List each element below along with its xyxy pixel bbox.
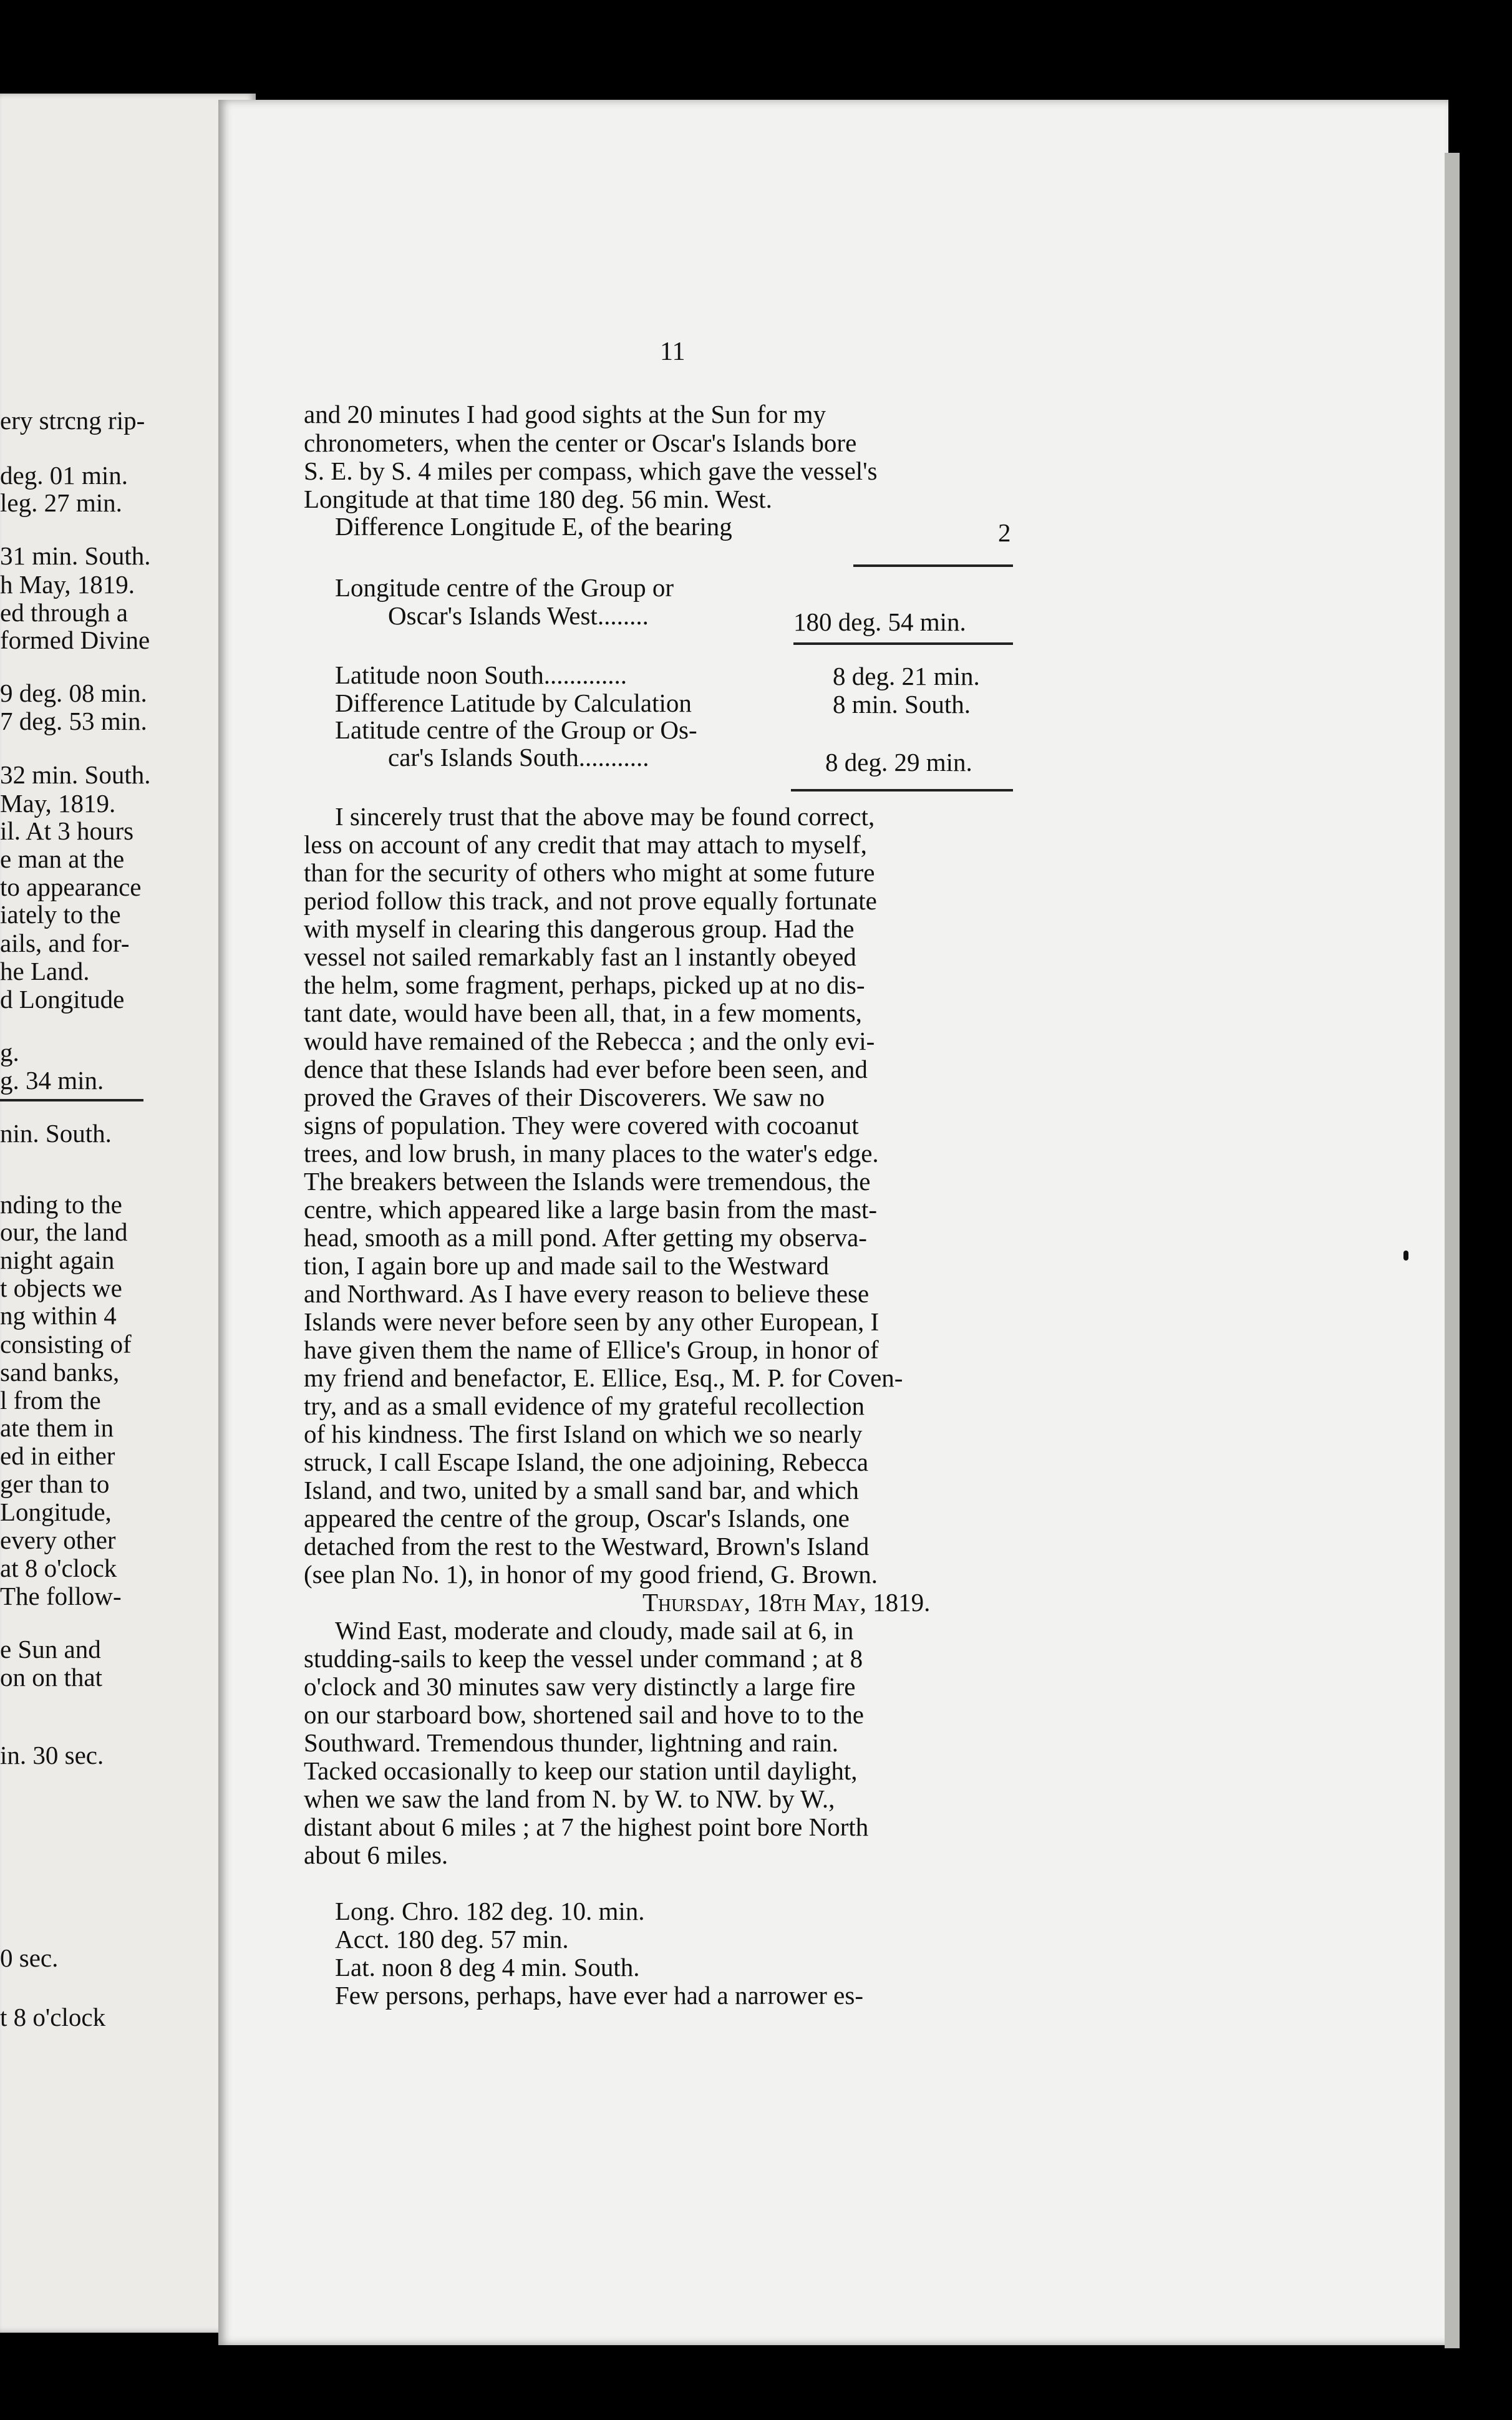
latitude-centre-line2: car's Islands South........... — [388, 743, 649, 772]
body-line: try, and as a small evidence of my grateful recollection — [304, 1392, 865, 1420]
body-line: centre, which appeared like a large basin from the mast- — [304, 1195, 878, 1224]
longitude-centre-value: 180 deg. 54 min. — [793, 607, 966, 636]
left-text-line: 7 deg. 53 min. — [0, 707, 147, 735]
left-text-line: h May, 1819. — [0, 570, 135, 599]
body-line: Few persons, perhaps, have ever had a narrower es- — [335, 1981, 863, 2010]
left-text-line: leg. 27 min. — [0, 488, 122, 517]
left-text-line: 0 sec. — [0, 1943, 59, 1972]
sum-rule — [793, 642, 1013, 645]
left-text-line: t 8 o'clock — [0, 2003, 106, 2031]
left-text-line: consisting of — [0, 1330, 132, 1358]
date-heading: Thursday, 18th May, 1819. — [642, 1588, 931, 1617]
body-line: Southward. Tremendous thunder, lightning and rain. — [304, 1728, 839, 1757]
sum-rule — [791, 789, 1013, 791]
left-text-line: iately to the — [0, 900, 121, 929]
body-line: Tacked occasionally to keep our station until daylight, — [304, 1756, 858, 1785]
body-line: Wind East, moderate and cloudy, made sail at 6, in — [335, 1616, 854, 1645]
ink-speck — [1403, 1251, 1408, 1261]
body-line: trees, and low brush, in many places to the water's edge. — [304, 1139, 879, 1168]
body-line: (see plan No. 1), in honor of my good friend, G. Brown. — [304, 1560, 878, 1589]
body-line: signs of population. They were covered with cocoanut — [304, 1111, 859, 1140]
body-line: have given them the name of Ellice's Group, in honor of — [304, 1335, 879, 1364]
account-longitude: Acct. 180 deg. 57 min. — [335, 1925, 569, 1953]
diff-longitude-label: Difference Longitude E, of the bearing — [335, 512, 732, 541]
latitude-centre-line1: Latitude centre of the Group or Os- — [335, 715, 697, 744]
left-rule — [0, 1099, 143, 1101]
body-line: my friend and benefactor, E. Ellice, Esq., M. P. for Coven- — [304, 1363, 903, 1392]
latitude-noon: Lat. noon 8 deg 4 min. South. — [335, 1953, 640, 1982]
left-text-line: nin. South. — [0, 1119, 112, 1148]
body-line: proved the Graves of their Discoverers. We saw no — [304, 1083, 825, 1111]
body-line: detached from the rest to the Westward, Brown's Island — [304, 1532, 870, 1561]
left-text-line: night again — [0, 1246, 115, 1274]
body-line: and 20 minutes I had good sights at the Sun for my — [304, 400, 826, 428]
left-text-line: sand banks, — [0, 1358, 120, 1387]
body-line: Island, and two, united by a small sand bar, and which — [304, 1476, 859, 1504]
body-line: I sincerely trust that the above may be found correct, — [335, 802, 875, 831]
left-text-line: t objects we — [0, 1274, 122, 1302]
latitude-centre-value: 8 deg. 29 min. — [825, 748, 972, 777]
left-text-line: d Longitude — [0, 985, 125, 1014]
left-text-line: g. 34 min. — [0, 1066, 104, 1095]
body-line: chronometers, when the center or Oscar's Islands bore — [304, 428, 857, 457]
left-text-line: ails, and for- — [0, 929, 130, 957]
left-text-line: e man at the — [0, 845, 125, 873]
diff-latitude-value: 8 min. South. — [833, 690, 971, 719]
left-text-line: The follow- — [0, 1582, 122, 1610]
left-text-line: on on that — [0, 1663, 102, 1692]
body-line: about 6 miles. — [304, 1841, 448, 1869]
body-line: and Northward. As I have every reason to believe these — [304, 1279, 870, 1308]
page-edge — [1445, 153, 1460, 2348]
body-line: The breakers between the Islands were tremendous, the — [304, 1167, 871, 1196]
body-line: less on account of any credit that may attach to myself, — [304, 830, 867, 859]
left-text-line: to appearance — [0, 873, 142, 901]
left-text-line: Longitude, — [0, 1498, 112, 1526]
left-facing-page — [0, 94, 256, 2333]
body-line: appeared the centre of the group, Oscar's Islands, one — [304, 1504, 850, 1532]
body-line: Islands were never before seen by any other European, I — [304, 1307, 880, 1336]
body-line: tant date, would have been all, that, in a few moments, — [304, 999, 862, 1027]
left-text-line: he Land. — [0, 957, 90, 985]
body-line: than for the security of others who might at some future — [304, 858, 875, 887]
diff-longitude-value: 2 — [998, 518, 1011, 547]
body-line: o'clock and 30 minutes saw very distinctly a large fire — [304, 1672, 856, 1701]
left-text-line: ger than to — [0, 1469, 110, 1498]
body-line: when we saw the land from N. by W. to NW. by W., — [304, 1784, 835, 1813]
body-line: with myself in clearing this dangerous group. Had the — [304, 914, 855, 943]
body-line: would have remained of the Rebecca ; and the only evi- — [304, 1027, 875, 1055]
left-text-line: e Sun and — [0, 1635, 101, 1663]
longitude-centre-line1: Longitude centre of the Group or — [335, 573, 674, 602]
left-text-line: 32 min. South. — [0, 760, 151, 789]
left-text-line: 9 deg. 08 min. — [0, 679, 147, 707]
body-line: S. E. by S. 4 miles per compass, which gave the vessel's — [304, 457, 878, 485]
body-line: the helm, some fragment, perhaps, picked up at no dis- — [304, 970, 865, 999]
left-text-line: May, 1819. — [0, 789, 116, 818]
left-text-line: ed through a — [0, 598, 128, 627]
left-text-line: l from the — [0, 1386, 101, 1415]
left-text-line: formed Divine — [0, 626, 150, 654]
longitude-centre-line2: Oscar's Islands West........ — [388, 601, 649, 630]
left-text-line: nding to the — [0, 1190, 122, 1219]
left-text-line: deg. 01 min. — [0, 461, 128, 490]
page-number: 11 — [660, 337, 686, 366]
sum-rule — [853, 564, 1013, 567]
body-line: dence that these Islands had ever before been seen, and — [304, 1055, 868, 1083]
body-line: distant about 6 miles ; at 7 the highest point bore North — [304, 1813, 869, 1841]
left-text-line: ery strcng rip- — [0, 406, 145, 435]
body-line: tion, I again bore up and made sail to the Westward — [304, 1251, 829, 1280]
body-line: period follow this track, and not prove equally fortunate — [304, 886, 877, 915]
left-text-line: ng within 4 — [0, 1301, 117, 1330]
left-text-line: every other — [0, 1526, 116, 1554]
body-line: struck, I call Escape Island, the one adjoining, Rebecca — [304, 1448, 869, 1476]
left-text-line: ed in either — [0, 1441, 115, 1470]
diff-latitude-label: Difference Latitude by Calculation — [335, 689, 692, 717]
latitude-noon-value: 8 deg. 21 min. — [833, 662, 980, 690]
left-text-line: at 8 o'clock — [0, 1554, 117, 1582]
body-line: vessel not sailed remarkably fast an l instantly obeyed — [304, 942, 856, 971]
left-text-line: 31 min. South. — [0, 541, 151, 570]
body-line: Longitude at that time 180 deg. 56 min. West. — [304, 485, 772, 513]
left-text-line: il. At 3 hours — [0, 816, 134, 845]
left-text-line: our, the land — [0, 1217, 128, 1246]
latitude-noon-label: Latitude noon South............. — [335, 661, 628, 689]
left-text-line: in. 30 sec. — [0, 1741, 104, 1769]
left-text-line: ate them in — [0, 1413, 114, 1442]
body-line: on our starboard bow, shortened sail and hove to to the — [304, 1700, 864, 1729]
body-line: studding-sails to keep the vessel under command ; at 8 — [304, 1644, 863, 1673]
body-line: head, smooth as a mill pond. After getting my observa- — [304, 1223, 867, 1252]
left-text-line: g. — [0, 1038, 19, 1067]
longitude-chronometer: Long. Chro. 182 deg. 10. min. — [335, 1897, 645, 1925]
body-line: of his kindness. The first Island on which we so nearly — [304, 1420, 863, 1448]
